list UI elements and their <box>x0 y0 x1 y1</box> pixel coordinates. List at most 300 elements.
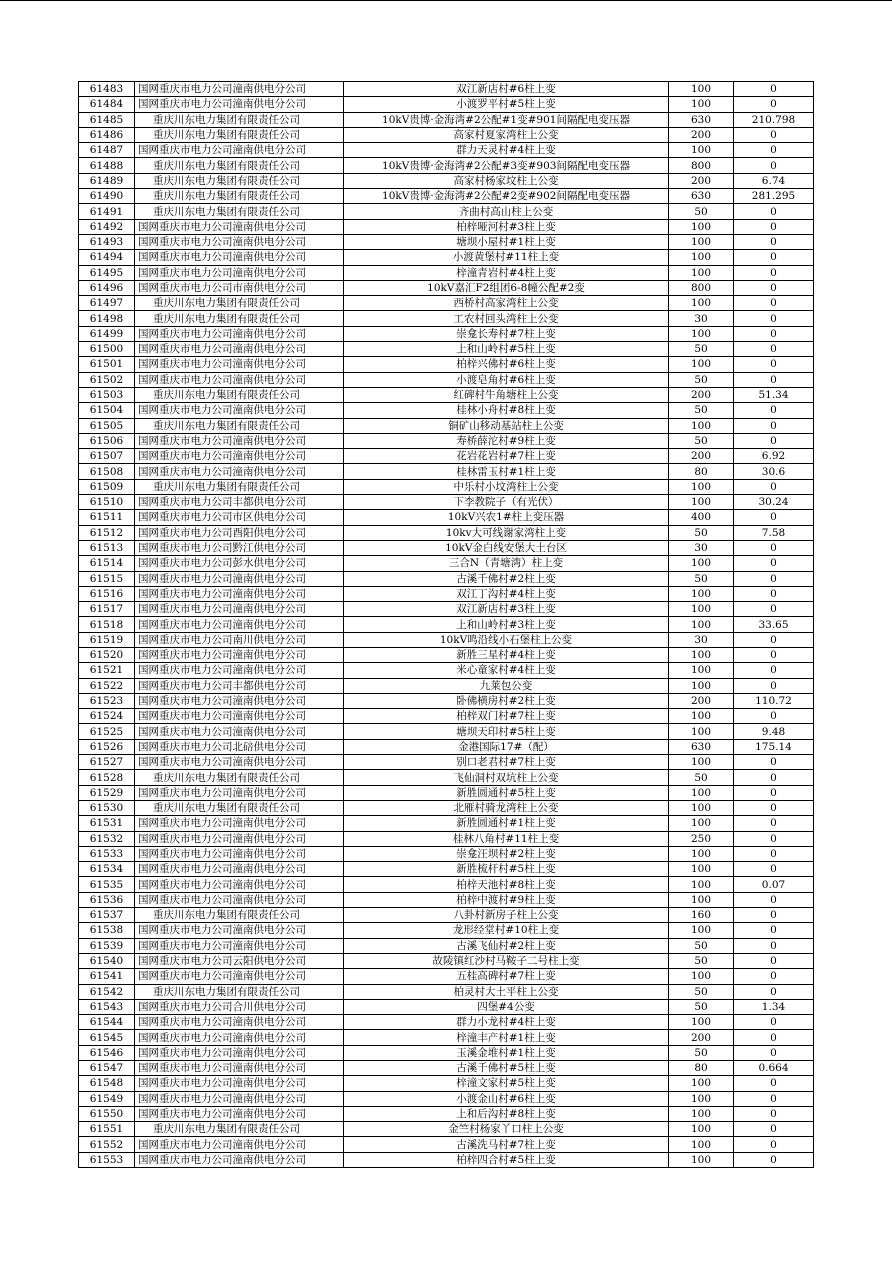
value-cell: 30.24 <box>734 495 814 510</box>
transformer-name-cell: 10kV兴农1#柱上变压器 <box>344 510 669 525</box>
capacity-cell: 100 <box>669 250 734 265</box>
value-cell: 0 <box>734 143 814 158</box>
row-id-cell: 61533 <box>79 846 135 861</box>
row-id-cell: 61489 <box>79 173 135 188</box>
capacity-cell: 100 <box>669 877 734 892</box>
row-id-cell: 61483 <box>79 82 135 97</box>
owner-company-cell: 国网重庆市电力公司潼南供电分公司 <box>135 663 344 678</box>
owner-company-cell: 重庆川东电力集团有限责任公司 <box>135 1122 344 1137</box>
table-row <box>79 479 814 494</box>
table-row <box>79 1122 814 1137</box>
value-cell: 0 <box>734 418 814 433</box>
table-row <box>79 372 814 387</box>
value-cell: 0 <box>734 647 814 662</box>
owner-company-cell: 国网重庆市电力公司潼南供电分公司 <box>135 785 344 800</box>
value-cell: 0 <box>734 709 814 724</box>
table-row <box>79 617 814 632</box>
table-row <box>79 678 814 693</box>
value-cell: 110.72 <box>734 693 814 708</box>
table-row <box>79 1152 814 1167</box>
row-id-cell: 61486 <box>79 127 135 142</box>
value-cell: 0 <box>734 479 814 494</box>
owner-company-cell: 国网重庆市电力公司潼南供电分公司 <box>135 1076 344 1091</box>
capacity-cell: 100 <box>669 495 734 510</box>
transformer-name-cell: 卧佛横房村#2柱上变 <box>344 693 669 708</box>
table-row <box>79 709 814 724</box>
value-cell: 6.74 <box>734 173 814 188</box>
transformer-name-cell: 小渡金山村#6柱上变 <box>344 1091 669 1106</box>
row-id-cell: 61531 <box>79 816 135 831</box>
owner-company-cell: 国网重庆市电力公司潼南供电分公司 <box>135 372 344 387</box>
transformer-name-cell: 高家村夏家湾柱上公变 <box>344 127 669 142</box>
transformer-name-cell: 梓潼丰产村#1柱上变 <box>344 1030 669 1045</box>
table-row <box>79 418 814 433</box>
owner-company-cell: 国网重庆市电力公司潼南供电分公司 <box>135 1015 344 1030</box>
owner-company-cell: 国网重庆市电力公司酉阳供电分公司 <box>135 525 344 540</box>
value-cell: 0 <box>734 433 814 448</box>
row-id-cell: 61525 <box>79 724 135 739</box>
value-cell: 0 <box>734 158 814 173</box>
transformer-name-cell: 飞仙洞村双坑柱上公变 <box>344 770 669 785</box>
owner-company-cell: 重庆川东电力集团有限责任公司 <box>135 770 344 785</box>
transformer-name-cell: 桂林八角村#11柱上变 <box>344 831 669 846</box>
table-row <box>79 770 814 785</box>
row-id-cell: 61496 <box>79 280 135 295</box>
value-cell: 0 <box>734 540 814 555</box>
table-row <box>79 877 814 892</box>
transformer-name-cell: 三合N（青塘湾）柱上变 <box>344 556 669 571</box>
value-cell: 0 <box>734 1122 814 1137</box>
owner-company-cell: 国网重庆市电力公司潼南供电分公司 <box>135 265 344 280</box>
transformer-name-cell: 玉溪金堆村#1柱上变 <box>344 1045 669 1060</box>
row-id-cell: 61515 <box>79 571 135 586</box>
owner-company-cell: 国网重庆市电力公司潼南供电分公司 <box>135 693 344 708</box>
table-row <box>79 464 814 479</box>
table-row <box>79 82 814 97</box>
capacity-cell: 800 <box>669 158 734 173</box>
table-row <box>79 724 814 739</box>
transformer-name-cell: 龙形经堂村#10柱上变 <box>344 923 669 938</box>
transformer-name-cell: 10kV鸣沿线小石堡柱上公变 <box>344 632 669 647</box>
row-id-cell: 61511 <box>79 510 135 525</box>
transformer-name-cell: 金竺村杨家丫口柱上公变 <box>344 1122 669 1137</box>
row-id-cell: 61485 <box>79 112 135 127</box>
row-id-cell: 61538 <box>79 923 135 938</box>
table-row <box>79 571 814 586</box>
table-row <box>79 540 814 555</box>
table-row <box>79 97 814 112</box>
row-id-cell: 61500 <box>79 342 135 357</box>
value-cell: 30.6 <box>734 464 814 479</box>
transformer-name-cell: 桂林小舟村#8柱上变 <box>344 403 669 418</box>
capacity-cell: 100 <box>669 586 734 601</box>
row-id-cell: 61552 <box>79 1137 135 1152</box>
capacity-cell: 50 <box>669 342 734 357</box>
value-cell: 0 <box>734 831 814 846</box>
row-id-cell: 61536 <box>79 892 135 907</box>
owner-company-cell: 国网重庆市电力公司潼南供电分公司 <box>135 923 344 938</box>
transformer-name-cell: 柏灵村大土平柱上公变 <box>344 984 669 999</box>
row-id-cell: 61553 <box>79 1152 135 1167</box>
row-id-cell: 61551 <box>79 1122 135 1137</box>
capacity-cell: 100 <box>669 1122 734 1137</box>
capacity-cell: 100 <box>669 357 734 372</box>
value-cell: 0 <box>734 357 814 372</box>
row-id-cell: 61518 <box>79 617 135 632</box>
capacity-cell: 100 <box>669 296 734 311</box>
capacity-cell: 100 <box>669 923 734 938</box>
owner-company-cell: 国网重庆市电力公司潼南供电分公司 <box>135 617 344 632</box>
table-row <box>79 1091 814 1106</box>
owner-company-cell: 重庆川东电力集团有限责任公司 <box>135 800 344 815</box>
transformer-name-cell: 下李教院子（有光伏） <box>344 495 669 510</box>
row-id-cell: 61540 <box>79 953 135 968</box>
table-row <box>79 265 814 280</box>
row-id-cell: 61499 <box>79 326 135 341</box>
row-id-cell: 61504 <box>79 403 135 418</box>
capacity-cell: 630 <box>669 112 734 127</box>
value-cell: 0 <box>734 862 814 877</box>
capacity-cell: 50 <box>669 204 734 219</box>
transformer-name-cell: 10kV贵博·金海湾#2公配#2变#902间隔配电变压器 <box>344 189 669 204</box>
capacity-cell: 100 <box>669 479 734 494</box>
row-id-cell: 61547 <box>79 1061 135 1076</box>
transformer-name-cell: 崇龛长寿村#7柱上变 <box>344 326 669 341</box>
owner-company-cell: 国网重庆市电力公司潼南供电分公司 <box>135 433 344 448</box>
owner-company-cell: 国网重庆市电力公司潼南供电分公司 <box>135 234 344 249</box>
transformer-name-cell: 西桥村高家湾柱上公变 <box>344 296 669 311</box>
value-cell: 0 <box>734 510 814 525</box>
capacity-cell: 50 <box>669 1045 734 1060</box>
owner-company-cell: 国网重庆市电力公司潼南供电分公司 <box>135 464 344 479</box>
transformer-name-cell: 新胜圆通村#5柱上变 <box>344 785 669 800</box>
owner-company-cell: 国网重庆市电力公司黔江供电分公司 <box>135 540 344 555</box>
transformer-name-cell: 北雁村骑龙湾柱上公变 <box>344 800 669 815</box>
owner-company-cell: 国网重庆市电力公司潼南供电分公司 <box>135 449 344 464</box>
owner-company-cell: 国网重庆市电力公司丰都供电分公司 <box>135 678 344 693</box>
value-cell: 0 <box>734 953 814 968</box>
capacity-cell: 100 <box>669 265 734 280</box>
transformer-name-cell: 群力小龙村#4柱上变 <box>344 1015 669 1030</box>
capacity-cell: 100 <box>669 602 734 617</box>
transformer-name-cell: 群力天灵村#4柱上变 <box>344 143 669 158</box>
row-id-cell: 61488 <box>79 158 135 173</box>
capacity-cell: 100 <box>669 816 734 831</box>
row-id-cell: 61546 <box>79 1045 135 1060</box>
value-cell: 0.07 <box>734 877 814 892</box>
table-row <box>79 127 814 142</box>
owner-company-cell: 重庆川东电力集团有限责任公司 <box>135 311 344 326</box>
table-row <box>79 693 814 708</box>
value-cell: 0 <box>734 342 814 357</box>
transformer-name-cell: 柏梓中渡村#9柱上变 <box>344 892 669 907</box>
value-cell: 0 <box>734 571 814 586</box>
row-id-cell: 61542 <box>79 984 135 999</box>
row-id-cell: 61526 <box>79 739 135 754</box>
row-id-cell: 61521 <box>79 663 135 678</box>
row-id-cell: 61509 <box>79 479 135 494</box>
value-cell: 0 <box>734 296 814 311</box>
owner-company-cell: 国网重庆市电力公司潼南供电分公司 <box>135 403 344 418</box>
table-row <box>79 602 814 617</box>
page-top-border <box>0 0 892 1</box>
capacity-cell: 100 <box>669 678 734 693</box>
value-cell: 0 <box>734 280 814 295</box>
transformer-name-cell: 柏梓兴佛村#6柱上变 <box>344 357 669 372</box>
transformer-name-cell: 10kV贵博·金海湾#2公配#3变#903间隔配电变压器 <box>344 158 669 173</box>
capacity-cell: 100 <box>669 234 734 249</box>
value-cell: 0 <box>734 556 814 571</box>
table-row <box>79 525 814 540</box>
owner-company-cell: 重庆川东电力集团有限责任公司 <box>135 204 344 219</box>
row-id-cell: 61545 <box>79 1030 135 1045</box>
capacity-cell: 100 <box>669 1076 734 1091</box>
owner-company-cell: 国网重庆市电力公司潼南供电分公司 <box>135 1061 344 1076</box>
capacity-cell: 80 <box>669 1061 734 1076</box>
transformer-name-cell: 10kV嘉汇F2组团6-8幢公配#2变 <box>344 280 669 295</box>
capacity-cell: 800 <box>669 280 734 295</box>
table-row <box>79 923 814 938</box>
value-cell: 0 <box>734 969 814 984</box>
value-cell: 0 <box>734 785 814 800</box>
owner-company-cell: 国网重庆市电力公司潼南供电分公司 <box>135 250 344 265</box>
transformer-name-cell: 小渡皂角村#6柱上变 <box>344 372 669 387</box>
transformer-name-cell: 双江新店村#3柱上变 <box>344 602 669 617</box>
row-id-cell: 61513 <box>79 540 135 555</box>
capacity-cell: 100 <box>669 846 734 861</box>
table-row <box>79 1030 814 1045</box>
row-id-cell: 61493 <box>79 234 135 249</box>
transformer-name-cell: 双江丁沟村#4柱上变 <box>344 586 669 601</box>
transformer-name-cell: 塘坝小屋村#1柱上变 <box>344 234 669 249</box>
value-cell: 0 <box>734 403 814 418</box>
table-row <box>79 250 814 265</box>
capacity-cell: 30 <box>669 540 734 555</box>
capacity-cell: 100 <box>669 1152 734 1167</box>
table-row <box>79 326 814 341</box>
row-id-cell: 61523 <box>79 693 135 708</box>
owner-company-cell: 国网重庆市电力公司市区供电分公司 <box>135 510 344 525</box>
value-cell: 0 <box>734 892 814 907</box>
owner-company-cell: 国网重庆市电力公司南川供电分公司 <box>135 632 344 647</box>
row-id-cell: 61495 <box>79 265 135 280</box>
capacity-cell: 100 <box>669 709 734 724</box>
transformer-name-cell: 10kV贵博·金海湾#2公配#1变#901间隔配电变压器 <box>344 112 669 127</box>
capacity-cell: 50 <box>669 953 734 968</box>
transformer-name-cell: 上和山岭村#5柱上变 <box>344 342 669 357</box>
row-id-cell: 61512 <box>79 525 135 540</box>
row-id-cell: 61535 <box>79 877 135 892</box>
row-id-cell: 61507 <box>79 449 135 464</box>
capacity-cell: 100 <box>669 219 734 234</box>
capacity-cell: 50 <box>669 999 734 1014</box>
owner-company-cell: 重庆川东电力集团有限责任公司 <box>135 984 344 999</box>
owner-company-cell: 国网重庆市电力公司潼南供电分公司 <box>135 82 344 97</box>
value-cell: 0 <box>734 984 814 999</box>
row-id-cell: 61508 <box>79 464 135 479</box>
transformer-name-cell: 上和后沟村#8柱上变 <box>344 1106 669 1121</box>
row-id-cell: 61537 <box>79 908 135 923</box>
table-row <box>79 938 814 953</box>
transformer-name-cell: 10kv大可线谢家湾柱上变 <box>344 525 669 540</box>
row-id-cell: 61529 <box>79 785 135 800</box>
table-row <box>79 984 814 999</box>
table-row <box>79 785 814 800</box>
transformer-name-cell: 新胜梳杆村#5柱上变 <box>344 862 669 877</box>
row-id-cell: 61528 <box>79 770 135 785</box>
owner-company-cell: 国网重庆市电力公司北碚供电分公司 <box>135 739 344 754</box>
owner-company-cell: 国网重庆市电力公司合川供电分公司 <box>135 999 344 1014</box>
owner-company-cell: 国网重庆市电力公司潼南供电分公司 <box>135 357 344 372</box>
value-cell: 0 <box>734 816 814 831</box>
capacity-cell: 100 <box>669 800 734 815</box>
owner-company-cell: 重庆川东电力集团有限责任公司 <box>135 173 344 188</box>
row-id-cell: 61490 <box>79 189 135 204</box>
row-id-cell: 61484 <box>79 97 135 112</box>
transformer-name-cell: 故陵镇红沙村马鞍子二号柱上变 <box>344 953 669 968</box>
table-row <box>79 1015 814 1030</box>
owner-company-cell: 重庆川东电力集团有限责任公司 <box>135 127 344 142</box>
transformer-name-cell: 古溪洗马村#7柱上变 <box>344 1137 669 1152</box>
row-id-cell: 61514 <box>79 556 135 571</box>
table-row <box>79 647 814 662</box>
owner-company-cell: 国网重庆市电力公司潼南供电分公司 <box>135 877 344 892</box>
row-id-cell: 61497 <box>79 296 135 311</box>
value-cell: 0 <box>734 602 814 617</box>
table-row <box>79 204 814 219</box>
row-id-cell: 61501 <box>79 357 135 372</box>
row-id-cell: 61506 <box>79 433 135 448</box>
capacity-cell: 50 <box>669 403 734 418</box>
owner-company-cell: 国网重庆市电力公司潼南供电分公司 <box>135 831 344 846</box>
value-cell: 33.65 <box>734 617 814 632</box>
owner-company-cell: 国网重庆市电力公司潼南供电分公司 <box>135 1106 344 1121</box>
capacity-cell: 30 <box>669 311 734 326</box>
row-id-cell: 61534 <box>79 862 135 877</box>
transformer-name-cell: 古溪千佛村#2柱上变 <box>344 571 669 586</box>
row-id-cell: 61539 <box>79 938 135 953</box>
row-id-cell: 61510 <box>79 495 135 510</box>
capacity-cell: 200 <box>669 173 734 188</box>
transformer-name-cell: 米心童家村#4柱上变 <box>344 663 669 678</box>
transformer-name-cell: 小渡罗平村#5柱上变 <box>344 97 669 112</box>
transformer-name-cell: 柏梓天池村#8柱上变 <box>344 877 669 892</box>
transformer-name-cell: 齐曲村高山柱上公变 <box>344 204 669 219</box>
capacity-cell: 50 <box>669 433 734 448</box>
capacity-cell: 100 <box>669 1137 734 1152</box>
table-row <box>79 862 814 877</box>
capacity-cell: 100 <box>669 969 734 984</box>
transformer-name-cell: 小渡黄堡村#11柱上变 <box>344 250 669 265</box>
value-cell: 210.798 <box>734 112 814 127</box>
value-cell: 0 <box>734 938 814 953</box>
owner-company-cell: 国网重庆市电力公司潼南供电分公司 <box>135 571 344 586</box>
capacity-cell: 50 <box>669 938 734 953</box>
row-id-cell: 61503 <box>79 387 135 402</box>
owner-company-cell: 国网重庆市电力公司潼南供电分公司 <box>135 709 344 724</box>
value-cell: 6.92 <box>734 449 814 464</box>
table-row <box>79 846 814 861</box>
table-row <box>79 510 814 525</box>
capacity-cell: 100 <box>669 326 734 341</box>
table-row <box>79 969 814 984</box>
table-row <box>79 739 814 754</box>
row-id-cell: 61487 <box>79 143 135 158</box>
row-id-cell: 61516 <box>79 586 135 601</box>
table-row <box>79 342 814 357</box>
value-cell: 0 <box>734 1106 814 1121</box>
table-row <box>79 112 814 127</box>
table-row <box>79 800 814 815</box>
value-cell: 0 <box>734 632 814 647</box>
value-cell: 0 <box>734 923 814 938</box>
owner-company-cell: 国网重庆市电力公司潼南供电分公司 <box>135 1030 344 1045</box>
table-row <box>79 296 814 311</box>
transformer-name-cell: 古溪飞仙村#2柱上变 <box>344 938 669 953</box>
row-id-cell: 61517 <box>79 602 135 617</box>
transformer-name-cell: 崇龛汪坝村#2柱上变 <box>344 846 669 861</box>
transformer-name-cell: 寿桥薛沱村#9柱上变 <box>344 433 669 448</box>
capacity-cell: 100 <box>669 97 734 112</box>
transformer-name-cell: 双江新店村#6柱上变 <box>344 82 669 97</box>
table-row <box>79 311 814 326</box>
value-cell: 0.664 <box>734 1061 814 1076</box>
capacity-cell: 200 <box>669 127 734 142</box>
table-row <box>79 1137 814 1152</box>
owner-company-cell: 国网重庆市电力公司云阳供电分公司 <box>135 953 344 968</box>
owner-company-cell: 重庆川东电力集团有限责任公司 <box>135 387 344 402</box>
table-row <box>79 433 814 448</box>
table-row <box>79 403 814 418</box>
row-id-cell: 61502 <box>79 372 135 387</box>
owner-company-cell: 重庆川东电力集团有限责任公司 <box>135 158 344 173</box>
value-cell: 0 <box>734 97 814 112</box>
capacity-cell: 200 <box>669 449 734 464</box>
owner-company-cell: 重庆川东电力集团有限责任公司 <box>135 479 344 494</box>
value-cell: 0 <box>734 1137 814 1152</box>
owner-company-cell: 国网重庆市电力公司潼南供电分公司 <box>135 892 344 907</box>
capacity-cell: 100 <box>669 647 734 662</box>
table-row <box>79 1061 814 1076</box>
row-id-cell: 61548 <box>79 1076 135 1091</box>
transformer-name-cell: 五桂高碑村#7柱上变 <box>344 969 669 984</box>
table-row <box>79 556 814 571</box>
owner-company-cell: 国网重庆市电力公司潼南供电分公司 <box>135 602 344 617</box>
value-cell: 0 <box>734 265 814 280</box>
capacity-cell: 50 <box>669 770 734 785</box>
owner-company-cell: 重庆川东电力集团有限责任公司 <box>135 189 344 204</box>
owner-company-cell: 国网重庆市电力公司潼南供电分公司 <box>135 846 344 861</box>
owner-company-cell: 重庆川东电力集团有限责任公司 <box>135 908 344 923</box>
value-cell: 0 <box>734 1030 814 1045</box>
capacity-cell: 100 <box>669 785 734 800</box>
row-id-cell: 61530 <box>79 800 135 815</box>
owner-company-cell: 国网重庆市电力公司潼南供电分公司 <box>135 97 344 112</box>
capacity-cell: 200 <box>669 387 734 402</box>
transformer-name-cell: 金港国际17#（配） <box>344 739 669 754</box>
value-cell: 0 <box>734 219 814 234</box>
capacity-cell: 160 <box>669 908 734 923</box>
owner-company-cell: 重庆川东电力集团有限责任公司 <box>135 296 344 311</box>
transformer-name-cell: 10kV金白线安堡大土台区 <box>344 540 669 555</box>
value-cell: 0 <box>734 586 814 601</box>
table-body <box>79 82 814 1168</box>
row-id-cell: 61550 <box>79 1106 135 1121</box>
owner-company-cell: 国网重庆市电力公司市南供电分公司 <box>135 280 344 295</box>
transformer-name-cell: 别口老君村#7柱上变 <box>344 755 669 770</box>
capacity-cell: 50 <box>669 372 734 387</box>
value-cell: 0 <box>734 908 814 923</box>
